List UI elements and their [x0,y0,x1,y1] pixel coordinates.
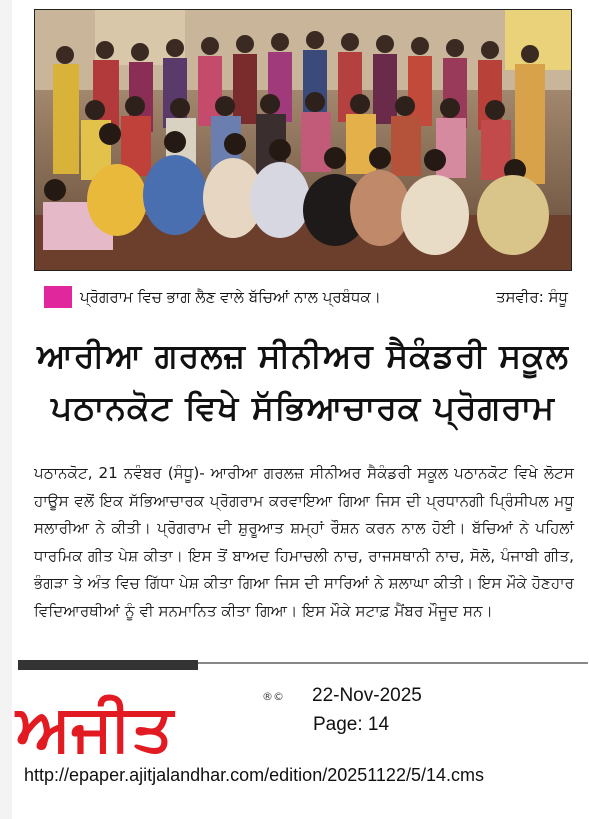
edition-date: 22-Nov-2025 [312,685,422,706]
article-body: ਪਠਾਨਕੋਟ, 21 ਨਵੰਬਰ (ਸੰਧੂ)- ਆਰੀਆ ਗਰਲਜ਼ ਸੀਨੀਅਰ ਸੈਕੰਡਰੀ ਸਕੂਲ ਪਠਾਨਕੋਟ ਵਿਖੇ ਲੋਟਸ ਹਾਊਸ ਵਲੋਂ ਇਕ ਸੱਭਿਆਚਾਰਕ ਪ੍ਰੋਗਰਾਮ ਕਰਵਾਇਆ ਗਿਆ ਜਿਸ ਦੀ ਪ੍ਰਧਾਨਗੀ ਪ੍ਰਿੰਸੀਪਲ ਮਧੂ ਸਲਾਰੀਆ ਨੇ ਕੀਤੀ। ਪ੍ਰੋਗਰਾਮ ਦੀ ਸ਼ੁਰੂਆਤ ਸ਼ਮ੍ਹਾਂ ਰੌਸ਼ਨ ਕਰਨ ਨਾਲ ਹੋਈ। ਬੱਚਿਆਂ ਨੇ ਪਹਿਲਾਂ ਧਾਰਮਿਕ ਗੀਤ ਪੇਸ਼ ਕੀਤਾ। ਇਸ ਤੋਂ ਬਾਅਦ ਹਿਮਾਚਲੀ ਨਾਚ, ਰਾਜਸਥਾਨੀ ਨਾਚ, ਸੋਲੋ, ਪੰਜਾਬੀ ਗੀਤ, ਭੰਗੜਾ ਤੇ ਅੰਤ ਵਿਚ ਗਿੱਧਾ ਪੇਸ਼ ਕੀਤਾ ਗਿਆ ਜਿਸ ਦੀ ਸਾਰਿਆਂ ਨੇ ਸ਼ਲਾਘਾ ਕੀਤੀ। ਇਸ ਮੌਕੇ ਹੋਣਹਾਰ ਵਿਦਿਆਰਥੀਆਂ ਨੂੰ ਵੀ ਸਨਮਾਨਿਤ ਕੀਤਾ ਗਿਆ। ਇਸ ਮੌਕੇ ਸਟਾਫ਼ ਮੈਂਬਰ ਮੌਜੂਦ ਸਨ। [34,464,574,620]
ajit-logo [12,690,297,758]
caption-marker [44,286,72,308]
registered-mark: ®© [262,690,284,703]
headline-line-1: ਆਰੀਆ ਗਰਲਜ਼ ਸੀਨੀਅਰ ਸੈਕੰਡਰੀ ਸਕੂਲ [37,336,569,375]
footer-rule-thin [198,662,588,664]
photo-caption-row [44,284,570,312]
cropped-previous-text [32,0,572,8]
article-headline [34,330,572,434]
logo-text: ਅਜੀਤ [16,692,174,758]
headline-line-2: ਪਠਾਨਕੋਟ ਵਿਖੇ ਸੱਭਿਆਚਾਰਕ ਪ੍ਰੋਗਰਾਮ [50,388,556,427]
photo-illustration [35,10,572,271]
footer-rule-thick [18,660,198,670]
photo-credit: ਤਸਵੀਰ: ਸੰਧੂ [495,288,568,306]
epaper-url[interactable]: http://epaper.ajitjalandhar.com/edition/20251122/5/14.cms [24,765,484,785]
photo-caption: ਪ੍ਰੋਗਰਾਮ ਵਿਚ ਭਾਗ ਲੈਣ ਵਾਲੇ ਬੱਚਿਆਂ ਨਾਲ ਪ੍ਰਬੰਧਕ। [80,288,381,306]
edition-page: Page: 14 [313,714,390,735]
news-photo-group [34,9,572,271]
